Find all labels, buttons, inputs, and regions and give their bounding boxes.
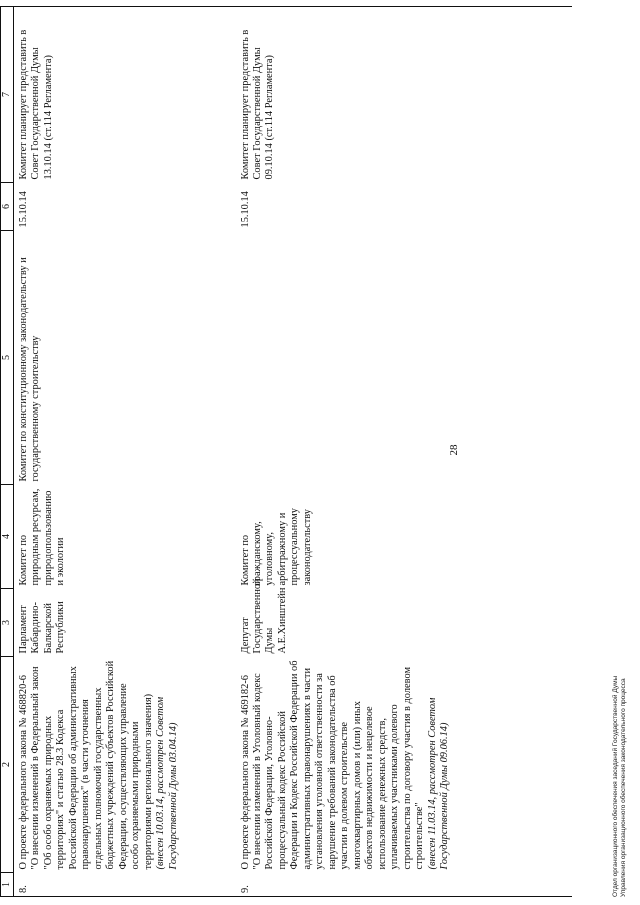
responsible-committee-cell: Комитет по гражданскому, уголовному, арбитражному и процессуальному законодательству [239, 508, 313, 586]
date-cell: 15.10.14 [18, 191, 29, 228]
page-footer [612, 676, 628, 897]
status-cell: Комитет планирует представить в Совет Государственной Думы 09.10.14 (ст.114 Регламента) [236, 7, 572, 183]
bill-title: "О внесении изменений в Уголовный кодекс Российской Федерации, Уголовно-процессуальный кодекс Российской Федерации и Кодекс Российской Федерации об административных правонарушениях в части установления уголовной ответственности за нарушение требований законодательства об участии в долевом строительстве многоквартирных домов и (или) иных объектов недвижимости и нецелевое использование денежных средств, уплачиваемых участниками долевого строительства по договору участия в долевом строительстве" [251, 660, 426, 870]
table-row [14, 7, 236, 897]
bill-number: О проекте федерального закона № 468820-6 [18, 675, 29, 870]
row-number: 9. [236, 873, 572, 897]
co-committee-cell [236, 231, 572, 485]
column-header: 2 [1, 657, 14, 873]
responsible-committee-cell: Комитет по природным ресурсам, природопользованию и экологии [18, 488, 67, 586]
table-header-row [1, 7, 14, 897]
initiator-cell: Депутат Государственной Думы А.Е.Хинштейн [239, 578, 288, 654]
page-number: 28 [448, 444, 460, 456]
row-number: 8. [14, 873, 236, 897]
bill-note: (внесен 10.03.14, рассмотрен Советом Государственной Думы 03.04.14) [155, 696, 179, 870]
co-committee-cell: Комитет по конституционному законодательству и государственному строительству [18, 257, 42, 482]
table-row [236, 7, 572, 897]
date-cell: 15.10.14 [239, 191, 251, 228]
column-header: 7 [1, 7, 14, 183]
status-cell: Комитет планирует представить в Совет Государственной Думы 13.10.14 (ст.114 Регламента) [14, 7, 236, 183]
bill-title: "О внесении изменений в Федеральный закон "Об особо охраняемых природных территориях" и статью 28.3 Кодекса Российской Федерации об административных правонарушениях" (в части уточнения отдельных полномочий государственных бюджетных учреждений субъектов Российской Федерации, осуществляющих управление особо охраняемыми природными территориями регионального значения) [30, 660, 154, 870]
column-header: 5 [1, 231, 14, 485]
bill-description-cell [14, 657, 236, 873]
bill-note: (внесен 11.03.14, рассмотрен Советом Государственной Думы 09.06.14) [426, 697, 451, 870]
initiator-cell: Парламент Кабардино-Балкарской Республики [18, 601, 67, 654]
footer-line: Отдел организационного обеспечения заседаний Государственной Думы [612, 675, 619, 897]
footer-line: Управления организационного обеспечения законодательного процесса [620, 678, 627, 897]
bill-description-cell [236, 657, 572, 873]
bill-number: О проекте федерального закона № 469182-6 [239, 675, 251, 870]
bills-table [0, 6, 572, 897]
column-header: 3 [1, 589, 14, 657]
column-header: 4 [1, 485, 14, 589]
column-header: 6 [1, 183, 14, 231]
column-header: 1 [1, 873, 14, 897]
